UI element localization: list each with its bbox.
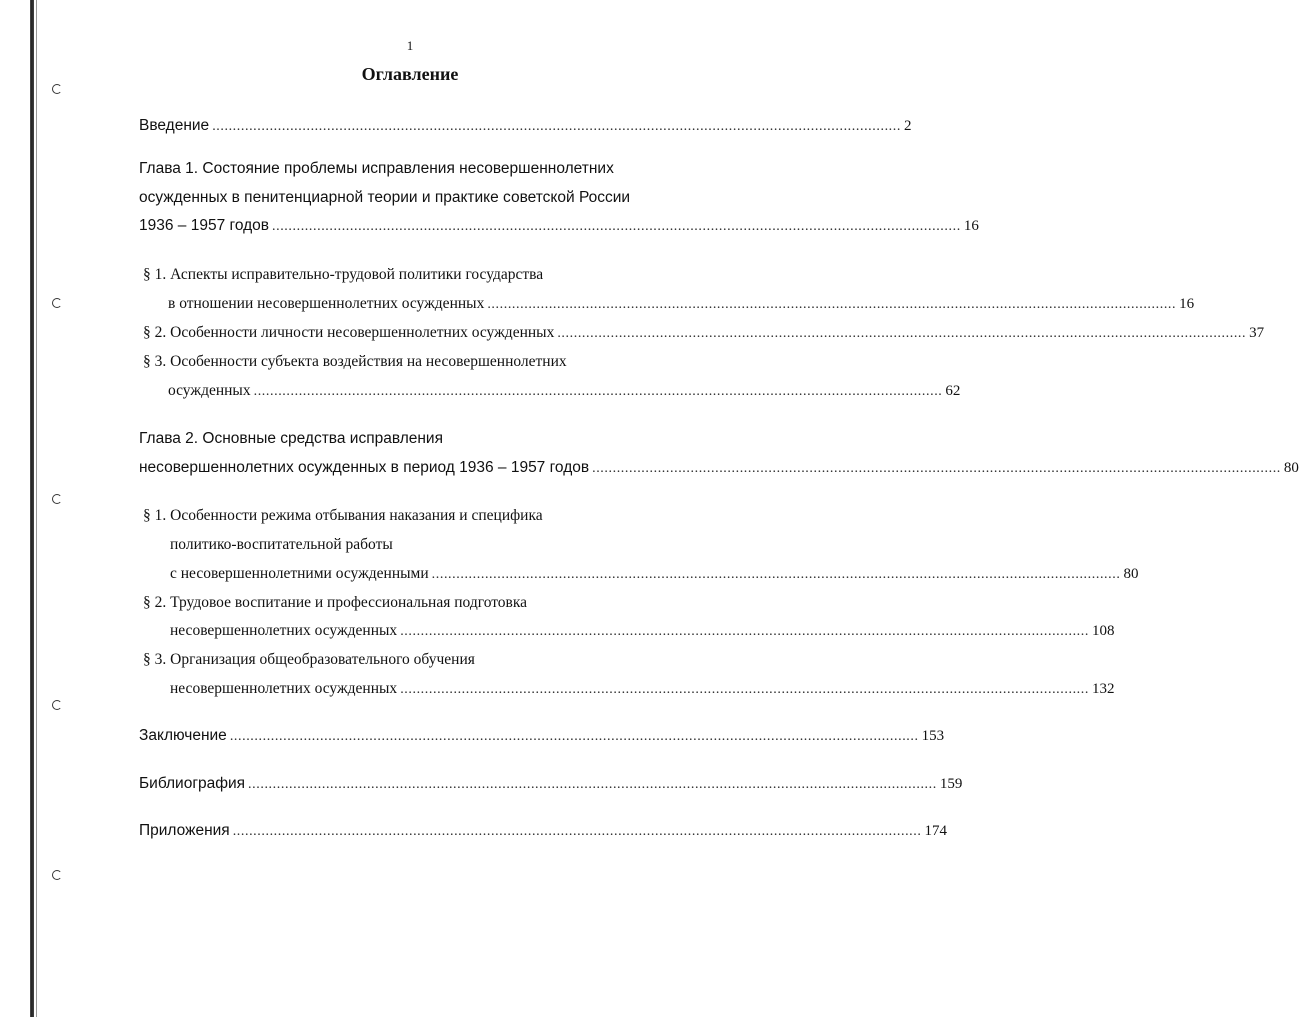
toc-entry-label: в отношении несовершеннолетних осужденных [168, 295, 485, 312]
toc-chapter-1-line1: Глава 1. Состояние проблемы исправления несовершеннолетних [139, 160, 614, 177]
binder-hole-icon [52, 700, 62, 710]
toc-entry-label: Приложения [139, 822, 230, 839]
leader-dots: ........................................................................................................................................................................ [212, 119, 901, 134]
toc-section-2-1-line2: политико-воспитательной работы [170, 536, 393, 553]
page-number: 1 [406, 38, 414, 53]
leader-dots: ........................................................................................................................................................................ [253, 384, 943, 399]
toc-entry-page: 159 [939, 776, 963, 792]
binder-hole-icon [52, 870, 62, 880]
toc-entry-page: 153 [921, 728, 945, 744]
toc-entry-conclusion [139, 727, 945, 747]
toc-section-2-3 [170, 680, 1115, 700]
toc-entry-page: 62 [945, 383, 961, 399]
toc-entry-page: 108 [1092, 623, 1115, 639]
toc-entry-label: несовершеннолетних осужденных [170, 622, 398, 639]
toc-entry-label: Заключение [139, 727, 227, 744]
leader-dots: ........................................................................................................................................................................ [248, 777, 937, 792]
leader-dots: ........................................................................................................................................................................ [400, 682, 1089, 697]
leader-dots: ........................................................................................................................................................................ [487, 297, 1177, 312]
leader-dots: ........................................................................................................................................................................ [557, 326, 1247, 341]
toc-chapter-2 [139, 459, 1299, 479]
toc-entry-label: несовершеннолетних осужденных [170, 680, 398, 697]
binder-hole-icon [52, 298, 62, 308]
toc-entry-page: 16 [1179, 296, 1195, 312]
toc-entry-label: 1936 – 1957 годов [139, 217, 269, 234]
leader-dots: ........................................................................................................................................................................ [400, 624, 1089, 639]
toc-entry-page: 37 [1249, 325, 1265, 341]
toc-section-1-3 [168, 382, 961, 402]
toc-entry-label: Введение [139, 117, 210, 134]
toc-entry-appendices [139, 822, 947, 842]
toc-section-2-3-line1: § 3. Организация общеобразовательного обучения [143, 651, 475, 668]
toc-section-1-1 [168, 295, 1195, 315]
binder-hole-icon [52, 84, 62, 94]
leader-dots: ........................................................................................................................................................................ [229, 729, 919, 744]
toc-section-1-2 [143, 324, 1265, 344]
page-title: Оглавление [361, 64, 459, 84]
toc-chapter-1 [139, 217, 979, 237]
toc-chapter-2-line1: Глава 2. Основные средства исправления [139, 430, 443, 447]
leader-dots: ........................................................................................................................................................................ [272, 219, 961, 234]
toc-section-1-1-line1: § 1. Аспекты исправительно-трудовой политики государства [143, 266, 544, 283]
scan-binding-edge [30, 0, 34, 1017]
toc-section-2-2-line1: § 2. Трудовое воспитание и профессиональная подготовка [143, 594, 528, 611]
toc-entry-page: 174 [924, 823, 947, 839]
toc-entry-label: несовершеннолетних осужденных в период 1936 – 1957 годов [139, 459, 590, 476]
toc-entry-page: 80 [1123, 566, 1139, 582]
leader-dots: ........................................................................................................................................................................ [232, 824, 922, 839]
toc-entry-label: с несовершеннолетними осужденными [170, 565, 429, 582]
toc-chapter-1-line2: осужденных в пенитенциарной теории и практике советской России [139, 189, 631, 206]
toc-entry-page: 2 [904, 118, 912, 134]
toc-section-1-3-line1: § 3. Особенности субъекта воздействия на несовершеннолетних [143, 353, 567, 370]
toc-entry-label: осужденных [168, 382, 251, 399]
toc-entry-page: 16 [963, 218, 979, 234]
toc-entry-page: 132 [1092, 681, 1115, 697]
scan-binding-edge-thin [36, 0, 37, 1017]
binder-hole-icon [52, 494, 62, 504]
toc-section-2-2 [170, 622, 1115, 642]
toc-entry-intro [139, 117, 912, 137]
toc-entry-label: § 2. Особенности личности несовершеннолетних осужденных [143, 324, 555, 341]
toc-section-2-1 [170, 565, 1139, 585]
leader-dots: ........................................................................................................................................................................ [592, 461, 1281, 476]
toc-entry-page: 80 [1283, 460, 1299, 476]
leader-dots: ........................................................................................................................................................................ [431, 567, 1121, 582]
toc-entry-label: Библиография [139, 775, 246, 792]
toc-entry-bibliography [139, 775, 963, 795]
toc-section-2-1-line1: § 1. Особенности режима отбывания наказания и специфика [143, 507, 543, 524]
